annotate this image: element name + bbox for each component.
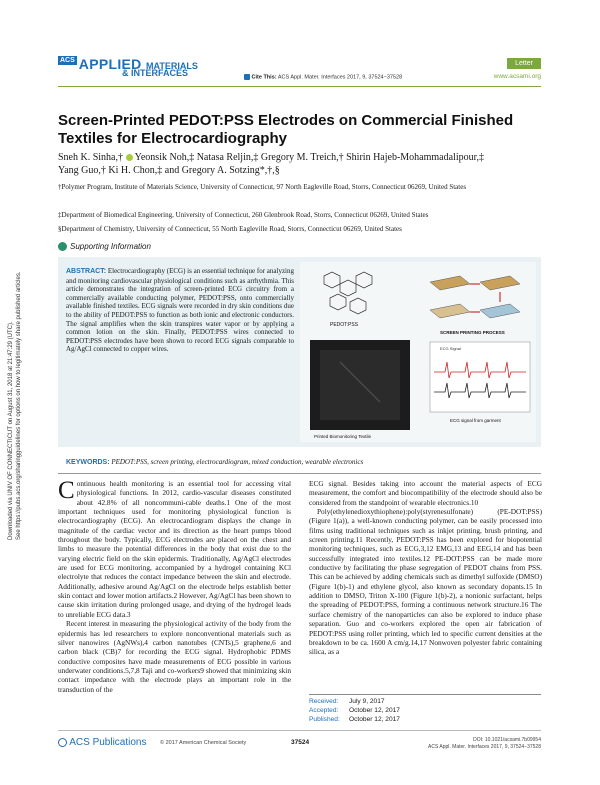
dates-divider <box>309 694 541 695</box>
footer-divider <box>58 730 541 731</box>
toc-graphic <box>300 262 536 442</box>
drop-cap: C <box>58 477 75 504</box>
download-note: Downloaded via UNIV OF CONNECTICUT on August 31, 2018 at 21:47:29 (UTC). See https://pubs.acs.org/sharingguidelines for options on how to legitimately share published articles. <box>8 271 22 540</box>
paragraph: Continuous health monitoring is an essential tool for accessing vital physiological functions. In 2012, cardio-vascular diseases constituted about 42.8% of all noncommuni-cable deaths.1 One of the most important techniques used for monitoring physiological function is electrocardiography (ECG). An electrocardiogram displays the change in magnitude of the cardiac vector and its direction as the heart pumps blood throughout the body. Typically, ECG electrodes are placed on the chest and limbs to measure the potential differences in the body that exist due to the varying electric field on the skin epidermis. Traditionally, Ag/AgCl electrodes are used for ECG monitoring, accompanied by a hydrogel containing KCl electrolyte that reduces the contact impedance between the skin and electrode. Additionally, adhesive around Ag/AgCl on the electrode helps establish better skin contact and lower motion artifacts.2 However, Ag/AgCl has been shown to cause skin irritation during prolonged usage, and drying of the hydrogel leads to unreliable ECG data.3 <box>58 477 291 619</box>
cite-icon <box>244 74 250 80</box>
supporting-info-link[interactable]: Supporting Information <box>58 242 151 251</box>
affiliation: †Polymer Program, Institute of Materials Science, University of Connecticut, 97 North Eagleville Road, Storrs, Connecticut 06269, United States <box>58 183 467 191</box>
doi-info[interactable]: DOI: 10.1021/acsami.7b09954 ACS Appl. Mater. Interfaces 2017, 9, 37524−37528 <box>428 737 541 750</box>
paragraph: ECG signal. Besides taking into account the material aspects of ECG measurement, the comfort and biocompatibility of the electrode should also be considered from the standpoint of wearable electronics.10 <box>309 479 542 507</box>
journal-logo <box>58 56 208 80</box>
acs-badge: ACS <box>60 57 75 64</box>
toc-printed-label: Printed Biomonitoring Textile <box>314 434 371 439</box>
publication-dates: Received: July 9, 2017 Accepted: October 12, 2017 Published: October 12, 2017 <box>309 698 400 723</box>
acs-logo-icon <box>58 738 67 747</box>
paragraph: Recent interest in measuring the physiological activity of the body from the epidermis has led researchers to explore nonconventional materials such as silver nanowires (AgNWs),4 carbon nanotubes (CNTs),5 graphene,6 and carbon black (CB)7 for recording the ECG signal. Hydrophobic PDMS conductive composites have made measurements of ECG possible in various underwater conditions.5,7,8 Taji and co-workers9 showed that minimizing skin contact impedance with the electrode plays an important role in the transduction of the <box>58 619 291 694</box>
publisher-logo[interactable]: ACS Publications <box>58 737 147 748</box>
page-number: 37524 <box>291 739 310 746</box>
article-type-badge: Letter <box>507 58 541 69</box>
brand-applied: APPLIED <box>78 56 142 72</box>
journal-website-link[interactable]: www.acsami.org <box>493 73 541 80</box>
keywords: KEYWORDS: PEDOT:PSS, screen printing, electrocardiogram, mixed conduction, wearable electronics <box>66 458 364 466</box>
author-list: Sneh K. Sinha,† Yeonsik Noh,‡ Natasa Reljin,‡ Gregory M. Treich,† Shirin Hajeb-Mohammadalipour,‡ Yang Guo,† Ki H. Chon,‡ and Gregory A. Sotzing*,†,§ <box>58 152 485 176</box>
toc-pedot-label: PEDOT:PSS <box>330 322 359 328</box>
citation[interactable]: Cite This: ACS Appl. Mater. Interfaces 2017, 9, 37524−37528 <box>244 74 402 80</box>
copyright: © 2017 American Chemical Society <box>160 740 247 746</box>
affiliation: §Department of Chemistry, University of Connecticut, 55 North Eagleville Road, Storrs, Connecticut 06269, United States <box>58 225 402 233</box>
body-column-right <box>309 479 542 657</box>
affiliation: ‡Department of Biomedical Engineering, University of Connecticut, 260 Glenbrook Road, Storrs, Connecticut 06269, United States <box>58 211 429 219</box>
orcid-icon[interactable] <box>126 154 133 161</box>
header-divider <box>58 86 541 87</box>
brand-interfaces: & INTERFACES <box>122 68 189 78</box>
body-column-left <box>58 479 291 694</box>
article-title: Screen-Printed PEDOT:PSS Electrodes on Commercial Finished Textiles for Electrocardiography <box>58 112 514 147</box>
brand-materials: MATERIALS <box>146 61 198 71</box>
section-divider <box>58 473 541 474</box>
ecg-plot <box>430 342 530 412</box>
paragraph: Poly(ethylenedioxythiophene):poly(styrenesulfonate) (PE-DOT:PSS) (Figure 1(a)), a well-known conducting polymer, can be easily processed into films using traditional techniques such as inkjet printing, brush printing, and screen printing.11 Recently, PEDOT:PSS has been explored for biopotential monitoring techniques, such as ECG,3,12 EMG,13 and EEG,14 and has been successfully integrated into textiles.12 PE-DOT:PSS can be made more conductive by facilitating the phase segregation of PEDOT chains from PSS. This can be achieved by adding chemicals such as dimethyl sulfoxide (DMSO) (Figure 1(b)-1) and ethylene glycol, also known as secondary dopants.15 In addition to DMSO, Triton X-100 (Figure 1(b)-2), a nonionic surfactant, helps the spreading of PEDOT:PSS, forming a continuous network structure.16 The surface chemistry of the nanoparticles can also be explored to induce phase separation. Guo and co-workers explored the open air fabrication of PEDOT:PSS using roller printing, which led to specific current densities at the breakdown to be ca. 1600 A cm/g.14,17 Nonwoven polyester fabric containing silica, as a <box>309 507 542 657</box>
toc-process-label: SCREEN PRINTING PROCESS <box>440 330 505 335</box>
toc-ecg-title: ECG Signal <box>440 346 461 351</box>
supporting-info-icon <box>58 242 67 251</box>
abstract-text: ABSTRACT: Electrocardiography (ECG) is an essential technique for analyzing and monitoring cardiovascular physiological conditions such as arrhythmia. This article demonstrates the integration of screen-printed ECG circuitry from a commercially available conducting polymer, PEDOT:PSS, onto commercially available finished textiles. ECG signals were recorded in dry skin conditions due to the ability of PEDOT:PSS to function as both ionic and electronic conductors. The signal amplifies when the skin transpires water vapor or by applying a common lotion on the skin. Finally, PEDOT:PSS wires connected to PEDOT:PSS electrodes have been shown to record ECG signals comparable to Ag/AgCl connected to copper wires. <box>66 267 295 354</box>
toc-from-label: ECG signal from garment <box>450 418 501 423</box>
